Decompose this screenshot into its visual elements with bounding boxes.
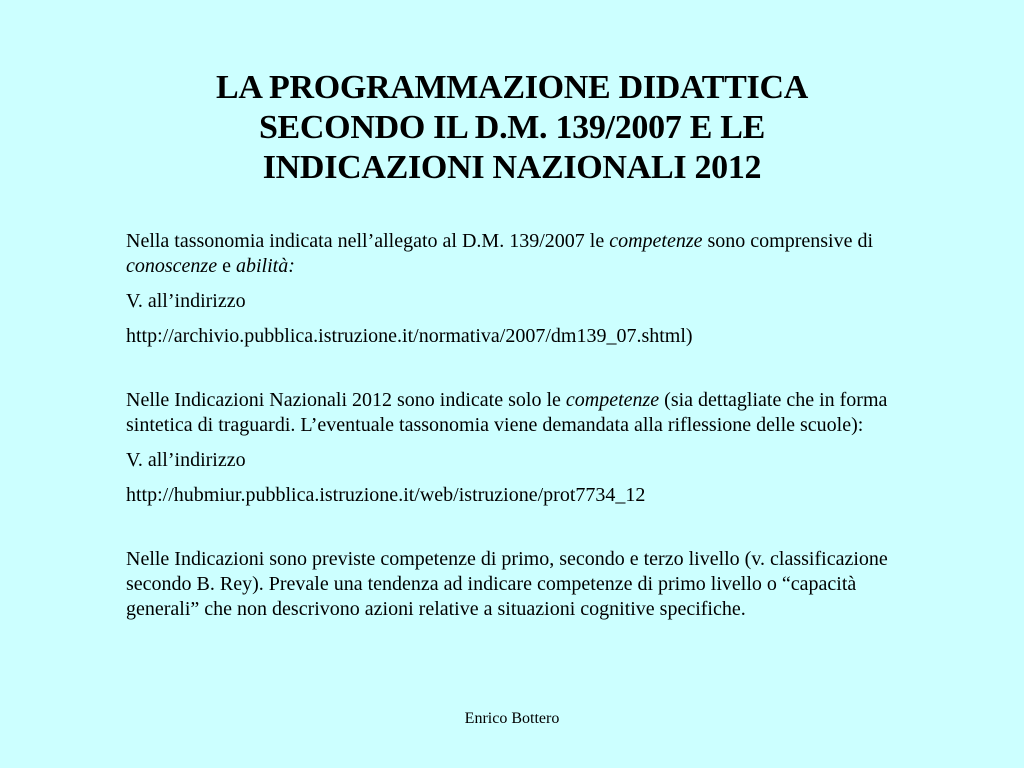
slide-body — [126, 229, 926, 622]
paragraph-text: e — [217, 255, 236, 277]
url-prot7734: http://hubmiur.pubblica.istruzione.it/web/istruzione/prot7734_12 — [126, 484, 646, 506]
address-label-2: V. all’indirizzo — [126, 449, 246, 471]
paragraph-indicazioni — [126, 388, 926, 438]
title-line-1: LA PROGRAMMAZIONE DIDATTICA — [216, 69, 808, 106]
title-line-2: SECONDO IL D.M. 139/2007 E LE — [258, 109, 766, 146]
emphasis-competenze: competenze — [609, 230, 703, 252]
slide-title — [120, 68, 904, 188]
emphasis-abilita: abilità: — [235, 255, 295, 277]
paragraph-text: Nelle Indicazioni Nazionali 2012 sono indicate solo le — [126, 389, 566, 411]
paragraph-text: (sia dettagliate che in forma sintetica di traguardi. L’eventuale tassonomia viene demandata alla riflessione delle scuole): — [126, 389, 888, 436]
title-line-3: INDICAZIONI NAZIONALI 2012 — [262, 149, 762, 186]
paragraph-taxonomy — [126, 229, 926, 279]
paragraph-levels: Nelle Indicazioni sono previste competenze di primo, secondo e terzo livello (v. classificazione secondo B. Rey). Prevale una tendenza ad indicare competenze di primo livello o “capacità generali” che non descrivono azioni relative a situazioni cognitive specifiche. — [126, 548, 888, 620]
emphasis-competenze: competenze — [565, 389, 660, 411]
emphasis-conoscenze: conoscenze — [126, 255, 218, 277]
url-dm139: http://archivio.pubblica.istruzione.it/normativa/2007/dm139_07.shtml) — [126, 325, 693, 347]
paragraph-text: Nella tassonomia indicata nell’allegato al D.M. 139/2007 le — [126, 230, 610, 252]
address-label-1: V. all’indirizzo — [126, 290, 246, 312]
paragraph-text: sono comprensive di — [702, 230, 874, 252]
footer-author: Enrico Bottero — [464, 710, 560, 727]
